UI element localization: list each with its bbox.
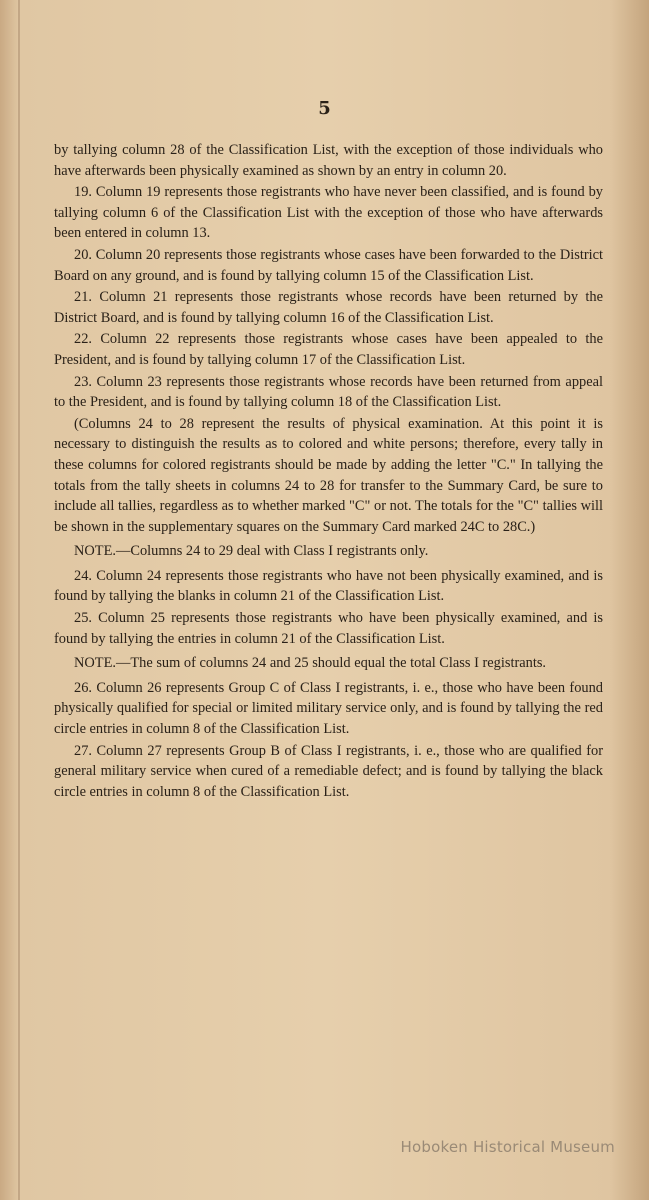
paragraph-continuation: by tallying column 28 of the Classification List, with the exception of those individuals who have afterwards been physically examined as shown by an entry in column 20. bbox=[54, 142, 603, 179]
paragraph-column-19: 19. Column 19 represents those registrants who have never been classified, and is found by tallying column 6 of the Classification List with the exception of those who have afterwards been entered in column 13. bbox=[54, 184, 603, 242]
paragraph-column-21: 21. Column 21 represents those registrants whose records have been returned by the District Board, and is found by tallying column 16 of the Classification List. bbox=[54, 289, 603, 326]
note-sum-columns: NOTE.—The sum of columns 24 and 25 should equal the total Class I registrants. bbox=[74, 655, 547, 672]
paragraph-column-27: 27. Column 27 represents Group B of Class I registrants, i. e., those who are qualified for general military service when cured of a remediable defect; and is found by tallying the black circle entries in column 8 of the Classification List. bbox=[54, 742, 603, 800]
paragraph-column-26: 26. Column 26 represents Group C of Class I registrants, i. e., those who have been found physically qualified for special or limited military service only, and is found by tallying the red circle entries in column 8 of the Classification List. bbox=[54, 679, 603, 738]
paragraph-column-24: 24. Column 24 represents those registrants who have not been physically examined, and is found by tallying the blanks in column 21 of the Classification List. bbox=[54, 567, 603, 605]
body-text bbox=[54, 140, 603, 803]
paragraph-column-23: 23. Column 23 represents those registrants whose records have been returned from appeal to the President, and is found by tallying column 18 of the Classification List. bbox=[54, 373, 603, 411]
paragraph-column-20: 20. Column 20 represents those registrants whose cases have been forwarded to the District Board on any ground, and is found by tallying column 15 of the Classification List. bbox=[54, 246, 603, 284]
paragraph-column-22: 22. Column 22 represents those registrants whose cases have been appealed to the President, and is found by tallying column 17 of the Classification List. bbox=[54, 331, 603, 368]
note-class-i: NOTE.—Columns 24 to 29 deal with Class I registrants only. bbox=[74, 543, 429, 560]
paragraph-column-25: 25. Column 25 represents those registrants who have been physically examined, and is found by tallying the entries in column 21 of the Classification List. bbox=[54, 610, 603, 647]
page-number: 5 bbox=[318, 98, 331, 119]
paragraph-physical-exam-note: (Columns 24 to 28 represent the results of physical examination. At this point it is necessary to distinguish the results as to colored and white persons; therefore, every tally in these columns for colored registrants should be made by adding the letter "C." In tallying the totals from the tally sheets in columns 24 to 28 for transfer to the Summary Card, be sure to include all tallies, regardless as to whether marked "C" or not. The totals for the "C" tallies will be shown in the supplementary squares on the Summary Card marked 24C to 28C.) bbox=[54, 415, 603, 535]
museum-watermark: Hoboken Historical Museum bbox=[400, 1138, 615, 1156]
